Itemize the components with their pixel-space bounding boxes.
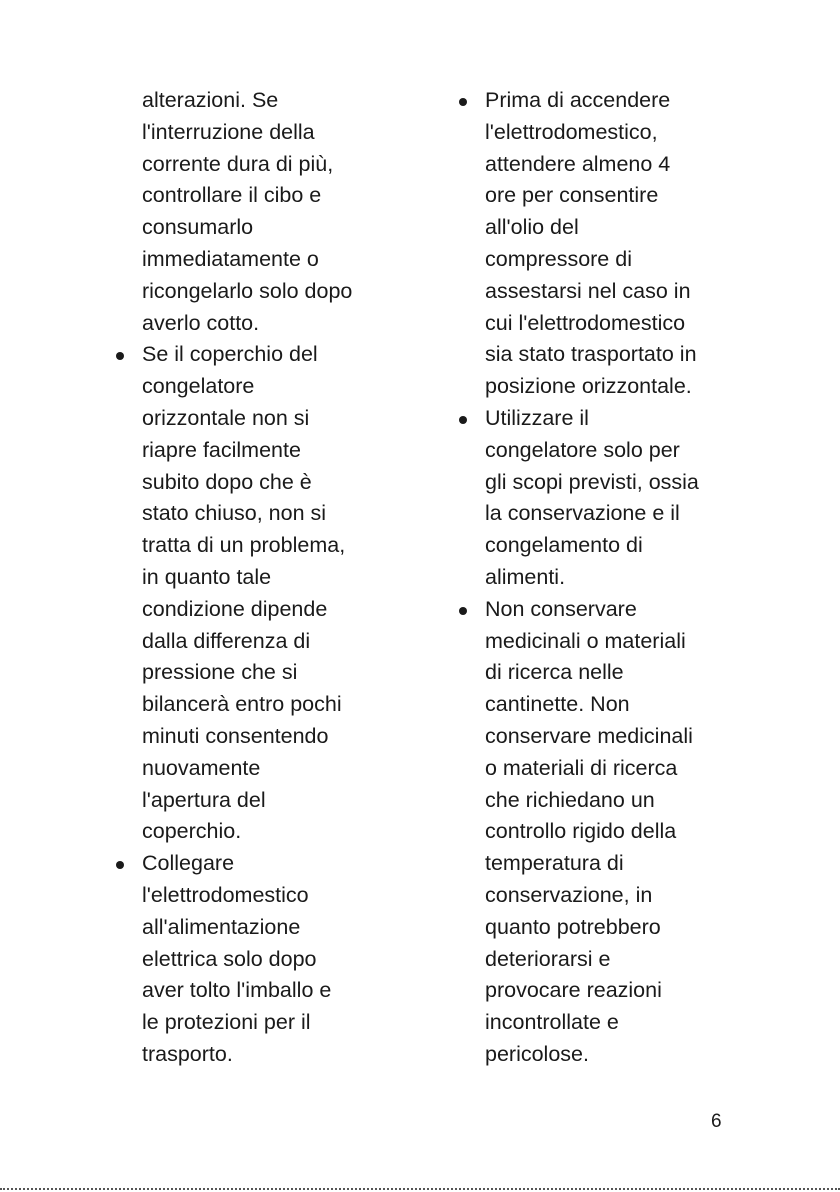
text-line: [485, 85, 735, 117]
text-line: elettrica solo dopo: [142, 946, 317, 971]
text-line: alimenti.: [485, 564, 566, 589]
text-line: posizione orizzontale.: [485, 374, 692, 399]
text-line: congelamento di: [485, 533, 643, 558]
page-number: 6: [711, 1111, 722, 1132]
text-line: immediatamente o: [142, 246, 319, 271]
bullet-item: [142, 848, 392, 1071]
text-line: conservazione, in: [485, 882, 653, 907]
text-line: deteriorarsi e: [485, 946, 611, 971]
text-line: congelatore solo per: [485, 437, 680, 462]
text-line: l'elettrodomestico,: [485, 119, 658, 144]
text-line-content: Non conservare: [485, 596, 637, 621]
bullet-icon: [116, 861, 124, 869]
text-line: bilancerà entro pochi: [142, 692, 342, 717]
text-line: controllo rigido della: [485, 819, 677, 844]
text-line: le protezioni per il: [142, 1010, 311, 1035]
continuation-paragraph: [142, 85, 392, 339]
text-line: [142, 339, 392, 371]
text-line: l'interruzione della: [142, 119, 315, 144]
text-line: [485, 403, 735, 435]
text-line: assestarsi nel caso in: [485, 278, 691, 303]
text-line: gli scopi previsti, ossia: [485, 469, 699, 494]
text-line: controllare il cibo e: [142, 183, 322, 208]
footer-divider: [0, 1188, 840, 1190]
bullet-icon: [116, 352, 124, 360]
text-line: in quanto tale: [142, 564, 272, 589]
text-line: cui l'elettrodomestico: [485, 310, 686, 335]
text-line-content: Prima di accendere: [485, 88, 671, 112]
text-line: all'alimentazione: [142, 914, 301, 939]
bullet-icon: [459, 607, 467, 615]
bullet-item: [142, 339, 392, 848]
text-line: riapre facilmente: [142, 437, 301, 462]
text-line: conservare medicinali: [485, 723, 693, 748]
text-line: stato chiuso, non si: [142, 501, 327, 526]
text-line: coperchio.: [142, 819, 242, 844]
text-line: corrente dura di più,: [142, 151, 334, 176]
text-line: tratta di un problema,: [142, 533, 346, 558]
text-line: nuovamente: [142, 755, 261, 780]
text-line: [485, 594, 735, 626]
text-line: averlo cotto.: [142, 310, 260, 335]
text-line: che richiedano un: [485, 787, 655, 812]
text-line: quanto potrebbero: [485, 914, 661, 939]
text-line: incontrollate e: [485, 1010, 619, 1035]
text-line-content: Collegare: [142, 851, 235, 876]
text-line: la conservazione e il: [485, 501, 680, 526]
text-line: compressore di: [485, 246, 632, 271]
text-line: l'apertura del: [142, 787, 266, 812]
text-line: pericolose.: [485, 1041, 589, 1066]
left-column: [142, 85, 392, 1071]
text-line: cantinette. Non: [485, 692, 630, 717]
text-line: sia stato trasportato in: [485, 342, 697, 367]
text-line: subito dopo che è: [142, 469, 312, 494]
text-line: pressione che si: [142, 660, 298, 685]
text-line: all'olio del: [485, 215, 579, 240]
text-line-content: Se il coperchio del: [142, 342, 318, 367]
text-line: di ricerca nelle: [485, 660, 624, 685]
text-line: ricongelarlo solo dopo: [142, 278, 353, 303]
text-line: orizzontale non si: [142, 405, 310, 430]
text-line: [142, 848, 392, 880]
text-line: minuti consentendo: [142, 723, 329, 748]
text-line: l'elettrodomestico: [142, 882, 309, 907]
right-column: [485, 85, 735, 1071]
text-line: o materiali di ricerca: [485, 755, 678, 780]
text-line: aver tolto l'imballo e: [142, 978, 332, 1003]
bullet-item: [485, 85, 735, 403]
text-line: provocare reazioni: [485, 978, 662, 1003]
text-line: attendere almeno 4: [485, 151, 671, 176]
text-line: condizione dipende: [142, 596, 328, 621]
text-line: congelatore: [142, 374, 255, 399]
bullet-icon: [459, 98, 467, 106]
text-line: medicinali o materiali: [485, 628, 686, 653]
text-line-content: Utilizzare il: [485, 405, 589, 430]
bullet-item: [485, 403, 735, 594]
text-line: trasporto.: [142, 1041, 233, 1066]
text-line: dalla differenza di: [142, 628, 311, 653]
text-line: alterazioni. Se: [142, 88, 279, 112]
text-line: consumarlo: [142, 215, 254, 240]
bullet-icon: [459, 416, 467, 424]
text-line: temperatura di: [485, 851, 624, 876]
bullet-item: [485, 594, 735, 1071]
text-line: ore per consentire: [485, 183, 659, 208]
